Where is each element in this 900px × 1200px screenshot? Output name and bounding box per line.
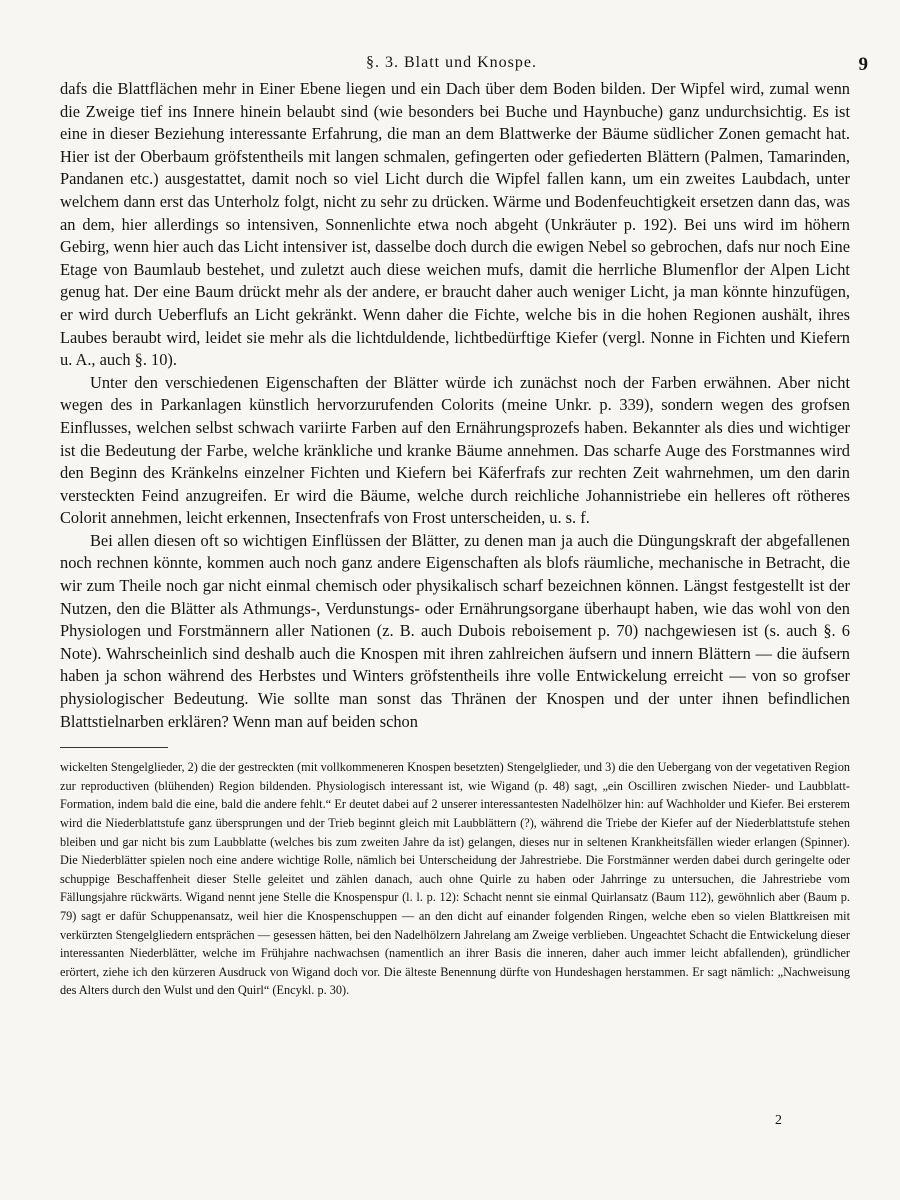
- paragraph: dafs die Blattflächen mehr in Einer Ebene liegen und ein Dach über dem Boden bilden. Der Wipfel wird, zumal wenn die Zweige tief ins Innere hinein belaubt sind (wie besonders bei Buche und Haynbuche) ganz undurchsichtig. Es ist eine in dieser Beziehung interessante Erfahrung, die man an dem Blattwerke der Bäume südlicher Zonen gemacht hat. Hier ist der Oberbaum gröfstentheils mit langen schmalen, gefingerten oder gefiederten Blättern (Palmen, Tamarinden, Pandanen etc.) ausgestattet, damit noch so viel Licht durch die Wipfel fallen kann, um ein zweites Laubdach, unter welchem dann erst das Unterholz folgt, nicht zu sehr zu drücken. Wärme und Bodenfeuchtigkeit ersetzen dann das, was an dem, hier allerdings so intensiven, Sonnenlichte etwa noch abgeht (Unkräuter p. 192). Bei uns wird im höhern Gebirg, wenn hier auch das Licht intensiver ist, dasselbe doch durch die ewigen Nebel so gebrochen, dafs nur noch Eine Etage von Baumlaub bestehet, und zuletzt auch diese weichen mufs, damit die herrliche Blumenflor der Alpen Licht genug hat. Der eine Baum drückt mehr als der andere, er braucht daher auch weniger Licht, ja man könnte hinzufügen, er wird durch Ueberflufs an Licht gekränkt. Wenn daher die Fichte, welche bis in die hohen Regionen aushält, ihres Laubes beraubt wird, leidet sie mehr als die lichtduldende, lichtbedürftige Kiefer (vergl. Nonne in Fichten und Kiefern u. A., auch §. 10).: [60, 79, 850, 370]
- running-head: §. 3. Blatt und Knospe.: [366, 54, 537, 71]
- book-page: [60, 52, 868, 1000]
- footnote-text: wickelten Stengelglieder, 2) die der gestreckten (mit vollkommeneren Knospen besetzten) Stengelglieder, und 3) die den Uebergang von der vegetativen Region zur reproductiven (blühenden) Region bildenden. Physiologisch interessant ist, wie Wigand (p. 48) sagt, „ein Oscilliren zwischen Nieder- und Laubblatt-Formation, indem bald die eine, bald die andere fehlt.“ Er deutet dabei auf 2 unserer interessantesten Nadelhölzer hin: auf Wachholder und Kiefer. Bei ersterem wird die Niederblattstufe ganz übersprungen und der Trieb beginnt gleich mit Laubblättern (?), während die Triebe der Kiefer auf der Niederblattstufe stehen bleiben und gar nicht bis zum Laubblatte (welches bis zum zweiten Jahre da ist) gelangen, dieses nur in seltenen Krankheitsfällen wieder erlangen (Spinner). Die Niederblätter spielen noch eine andere wichtige Rolle, nämlich bei Unterscheidung der Jahrestriebe. Die Forstmänner werden dabei durch geringelte oder schuppige Beschaffenheit dieser Stelle geleitet und zählen danach, auch ohne Quirle zu haben oder Jahrringe zu untersuchen, die Jahrestriebe vom Fällungsjahre rückwärts. Wigand nennt jene Stelle die Knospenspur (l. l. p. 12): Schacht nennt sie einmal Quirlansatz (Baum 112), gewöhnlich aber (Baum p. 79) sagt er dafür Schuppenansatz, weil hier die Knospenschuppen — an den dicht auf einander folgenden Ringen, welche eben so vielen Blattkreisen mit verkürzten Stengelgliedern entsprächen — gesessen hätten, bei den Nadelhölzern Jahrelang am Zweige verblieben. Ungeachtet Schacht die Entwickelung dieser interessanten Niederblätter, welche im Frühjahre nachwachsen (namentlich an ihrer Basis die inneren, daher auch immer leicht abfallenden), gründlicher erörtert, ziehe ich den kürzeren Ausdruck von Wigand doch vor. Die älteste Benennung dürfte von Hundeshagen herstammen. Er sagt nämlich: „Nachweisung des Alters durch den Wulst und den Quirl“ (Encykl. p. 30).: [60, 760, 850, 998]
- footnote: [60, 758, 850, 1000]
- footnote-divider: [60, 747, 168, 748]
- page-number: 9: [858, 54, 868, 75]
- signature-mark: 2: [775, 1113, 782, 1128]
- page-header: [60, 52, 868, 78]
- paragraph: Bei allen diesen oft so wichtigen Einflüssen der Blätter, zu denen man ja auch die Düngungskraft der abgefallenen noch rechnen könnte, kommen auch noch ganz andere Eigenschaften als blofs räumliche, mechanische in Betracht, die wir zum Theile noch gar nicht einmal chemisch oder physikalisch scharf bezeichnen können. Längst festgestellt ist der Nutzen, den die Blätter als Athmungs-, Verdunstungs- oder Ernährungsorgane überhaupt haben, wie das wohl von den Physiologen und Forstmännern aller Nationen (z. B. auch Dubois reboisement p. 70) nachgewiesen ist (s. auch §. 6 Note). Wahrscheinlich sind deshalb auch die Knospen mit ihren zahlreichen äufsern und innern Blättern — die äufsern haben ja schon während des Herbstes und Winters gröfstentheils ihre volle Entwickelung erreicht — von so grofser physiologischer Bedeutung. Wie sollte man sonst das Thränen der Knospen und der unter ihnen befindlichen Blattstielnarben erklären? Wenn man auf beiden schon: [60, 530, 850, 731]
- main-text: [60, 78, 850, 733]
- paragraph: Unter den verschiedenen Eigenschaften der Blätter würde ich zunächst noch der Farben erwähnen. Aber nicht wegen des in Parkanlagen künstlich hervorzurufenden Colorits (meine Unkr. p. 339), sondern wegen des grofsen Einflusses, welchen selbst schwach variirte Farben auf den Ernährungsprozefs haben. Bekannter als dies und wichtiger ist die Bedeutung der Farbe, welche kränkliche und kranke Bäume annehmen. Das scharfe Auge des Forstmannes wird den Beginn des Kränkelns einzelner Fichten und Kiefern bei Käferfrafs zur rechten Zeit wahrnehmen, um den darin versteckten Feind anzugreifen. Er wird die Bäume, welche durch reichliche Johannistriebe ein helleres oft rötheres Colorit annehmen, leicht erkennen, Insectenfrafs von Frost unterscheiden, u. s. f.: [60, 372, 850, 528]
